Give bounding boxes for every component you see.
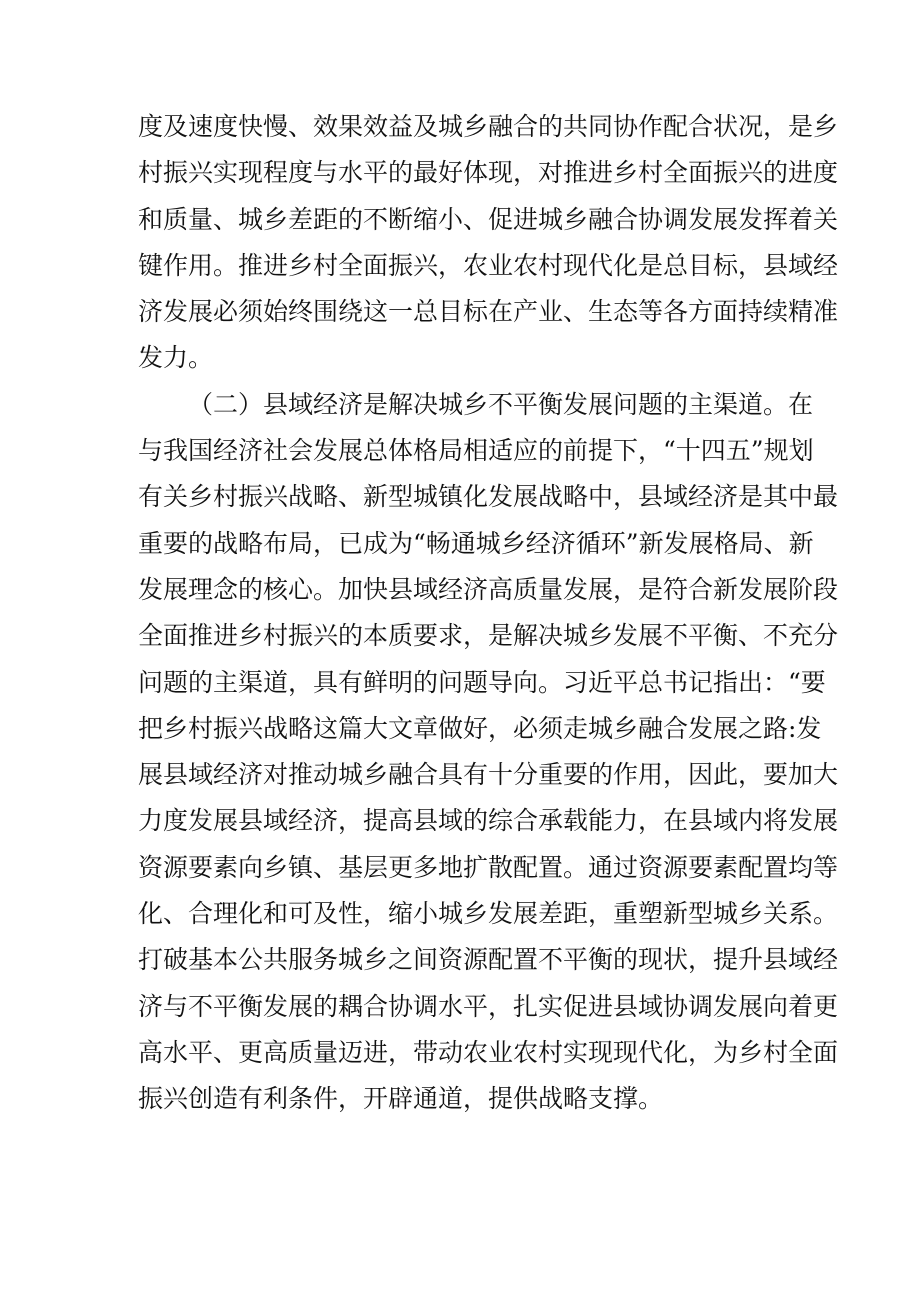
paragraph-1-line: 济发展必须始终围绕这一总目标在产业、生态等各方面持续精准 bbox=[138, 297, 839, 327]
paragraph-1-line: 度及速度快慢、效果效益及城乡融合的共同协作配合状况，是乡 bbox=[138, 112, 839, 141]
paragraph-2-line: 问题的主渠道，具有鲜明的问题导向。习近平总书记指出：“要 bbox=[138, 667, 826, 697]
paragraph-1-line: 键作用。推进乡村全面振兴，农业农村现代化是总目标，县域经 bbox=[138, 250, 839, 280]
paragraph-2-line: 化、合理化和可及性，缩小城乡发展差距，重塑新型城乡关系。 bbox=[138, 899, 839, 929]
paragraph-2-line: 打破基本公共服务城乡之间资源配置不平衡的现状，提升县域经 bbox=[138, 945, 839, 975]
document-body bbox=[138, 104, 839, 1123]
paragraph-2-line: 与我国经济社会发展总体格局相适应的前提下，“十四五”规划 bbox=[138, 436, 814, 466]
paragraph-2-line: 发展理念的核心。加快县域经济高质量发展，是符合新发展阶段 bbox=[138, 574, 839, 604]
paragraph-1-line: 和质量、城乡差距的不断缩小、促进城乡融合协调发展发挥着关 bbox=[138, 204, 839, 234]
paragraph-2-line: 资源要素向乡镇、基层更多地扩散配置。通过资源要素配置均等 bbox=[138, 852, 839, 882]
paragraph-2-line: 展县域经济对推动城乡融合具有十分重要的作用，因此，要加大 bbox=[138, 760, 839, 790]
paragraph-2 bbox=[138, 382, 839, 1123]
paragraph-2-line: 济与不平衡发展的耦合协调水平，扎实促进县域协调发展向着更 bbox=[138, 991, 839, 1021]
paragraph-2-line: 有关乡村振兴战略、新型城镇化发展战略中，县域经济是其中最 bbox=[138, 482, 839, 512]
paragraph-2-line: 把乡村振兴战略这篇大文章做好，必须走城乡融合发展之路:发 bbox=[138, 713, 822, 743]
paragraph-1-line: 村振兴实现程度与水平的最好体现，对推进乡村全面振兴的进度 bbox=[138, 158, 839, 188]
paragraph-2-line: 重要的战略布局，已成为“畅通城乡经济循环”新发展格局、新 bbox=[138, 528, 814, 558]
paragraph-2-line: 全面推进乡村振兴的本质要求，是解决城乡发展不平衡、不充分 bbox=[138, 621, 839, 651]
paragraph-2-line: （二）县域经济是解决城乡不平衡发展问题的主渠道。在 bbox=[188, 389, 814, 419]
paragraph-2-line: 力度发展县域经济，提高县域的综合承载能力，在县域内将发展 bbox=[138, 806, 839, 836]
paragraph-2-line: 振兴创造有利条件，开辟通道，提供战略支撑。 bbox=[138, 1084, 664, 1114]
paragraph-1 bbox=[138, 104, 839, 382]
paragraph-1-line: 发力。 bbox=[138, 343, 214, 373]
paragraph-2-line: 高水平、更高质量迈进，带动农业农村实现现代化，为乡村全面 bbox=[138, 1037, 839, 1067]
